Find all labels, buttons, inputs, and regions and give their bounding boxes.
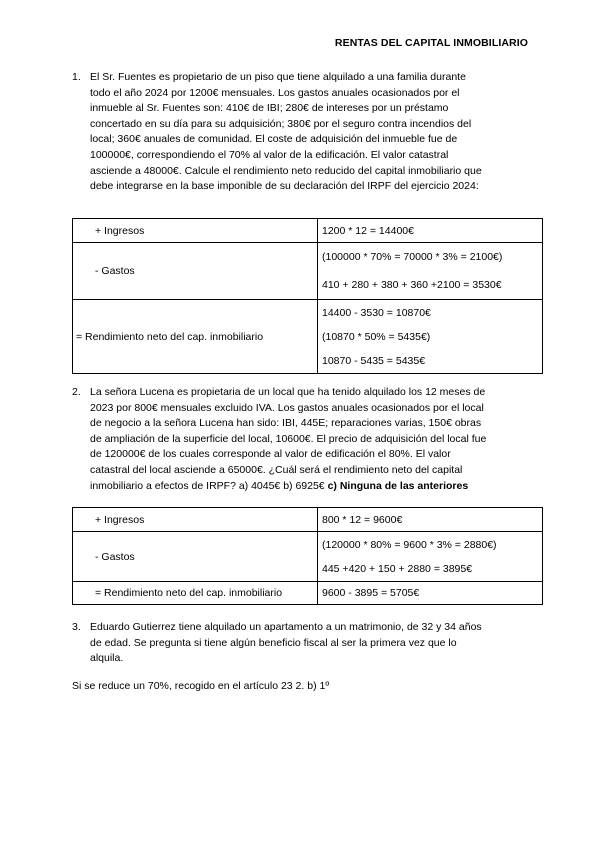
gastos-line: (120000 * 80% = 9600 * 3% = 2880€): [322, 538, 497, 551]
question-line: 2023 por 800€ mensuales excluido IVA. Los gastos anuales ocasionados por el local: [90, 401, 484, 414]
ingresos-value: 800 * 12 = 9600€: [318, 508, 543, 532]
question-line: de edad. Se pregunta si tiene algún beneficio fiscal al ser la primera vez que lo: [90, 636, 457, 649]
page-title: RENTAS DEL CAPITAL INMOBILIARIO: [334, 37, 528, 49]
rendimiento-line: 14400 - 3530 = 10870€: [322, 306, 431, 319]
question-line: debe integrarse en la base imponible de su declaración del IRPF del ejercicio 2024:: [90, 180, 479, 193]
rendimiento-value: 9600 - 3895 = 5705€: [318, 582, 543, 605]
question-number: 1.: [72, 71, 81, 83]
question-line: de 120000€ de los cuales corresponde al valor de edificación el 80%. El valor: [90, 448, 451, 461]
question-line: de negocio a la señora Lucena han sido: IBI, 445E; reparaciones varias, 150€ obras: [90, 417, 482, 430]
question-2: [72, 385, 526, 494]
rendimiento-line: 10870 - 5435 = 5435€: [322, 354, 426, 367]
gastos-values: [318, 532, 543, 582]
question-line: local; 360€ anuales de comunidad. El coste de adquisición del inmueble fue de: [90, 133, 458, 146]
question-line: de ampliación de la superficie del local, 10600€. El precio de adquisición del local fue: [90, 432, 487, 445]
question-line: todo el año 2024 por 1200€ mensuales. Los gastos anuales ocasionados por el: [90, 86, 460, 99]
calc-table-1: [72, 218, 543, 374]
ingresos-label: + Ingresos: [73, 219, 318, 243]
question-line: El Sr. Fuentes es propietario de un piso que tiene alquilado a una familia durante: [90, 71, 466, 83]
question-3: [72, 620, 526, 667]
question-line: 100000€, correspondiendo el 70% al valor de la edificación. El valor catastral: [90, 148, 449, 161]
question-number: 3.: [72, 621, 81, 633]
question-1: [72, 70, 526, 195]
question-line: Eduardo Gutierrez tiene alquilado un apartamento a un matrimonio, de 32 y 34 años: [90, 621, 482, 633]
table-row-ingresos: [73, 508, 543, 532]
gastos-line: (100000 * 70% = 70000 * 3% = 2100€): [322, 251, 503, 263]
table-row-rendimiento: [73, 582, 543, 605]
question-line: catastral del local asciende a 65000€. ¿Cuál será el rendimiento neto del capital: [90, 463, 463, 476]
question-line: alquila.: [90, 652, 124, 665]
correct-answer: c) Ninguna de las anteriores: [327, 479, 469, 492]
calc-table-2: [72, 507, 543, 605]
ingresos-label: + Ingresos: [73, 508, 318, 532]
table-row-gastos: [73, 243, 543, 300]
gastos-label: - Gastos: [73, 243, 318, 300]
gastos-values: [318, 243, 543, 300]
question-text: inmobiliario a efectos de IRPF? a) 4045€ b) 6925€: [90, 479, 328, 492]
gastos-label: - Gastos: [73, 532, 318, 582]
rendimiento-values: [318, 300, 543, 374]
gastos-line: 410 + 280 + 380 + 360 +2100 = 3530€: [322, 279, 502, 291]
question-line: concertado en su día para su adquisición; 380€ por el seguro contra incendios del: [90, 117, 472, 130]
question-line: asciende a 48000€. Calcule el rendimiento neto reducido del capital inmobiliario que: [90, 164, 482, 177]
rendimiento-line: (10870 * 50% = 5435€): [322, 330, 431, 343]
table-row-ingresos: [73, 219, 543, 243]
table-row-gastos: [73, 532, 543, 582]
question-number: 2.: [72, 386, 81, 398]
gastos-line: 445 +420 + 150 + 2880 = 3895€: [322, 562, 473, 575]
question-line: inmueble al Sr. Fuentes son: 410€ de IBI; 280€ de intereses por un préstamo: [90, 102, 449, 115]
table-row-rendimiento: [73, 300, 543, 374]
answer-text: Si se reduce un 70%, recogido en el artículo 23 2. b) 1º: [72, 680, 330, 692]
question-line: [90, 479, 526, 495]
rendimiento-label: = Rendimiento neto del cap. inmobiliario: [73, 300, 318, 374]
ingresos-value: 1200 * 12 = 14400€: [318, 219, 543, 243]
rendimiento-label: = Rendimiento neto del cap. inmobiliario: [73, 582, 318, 605]
question-line: La señora Lucena es propietaria de un local que ha tenido alquilado los 12 meses de: [90, 386, 486, 398]
